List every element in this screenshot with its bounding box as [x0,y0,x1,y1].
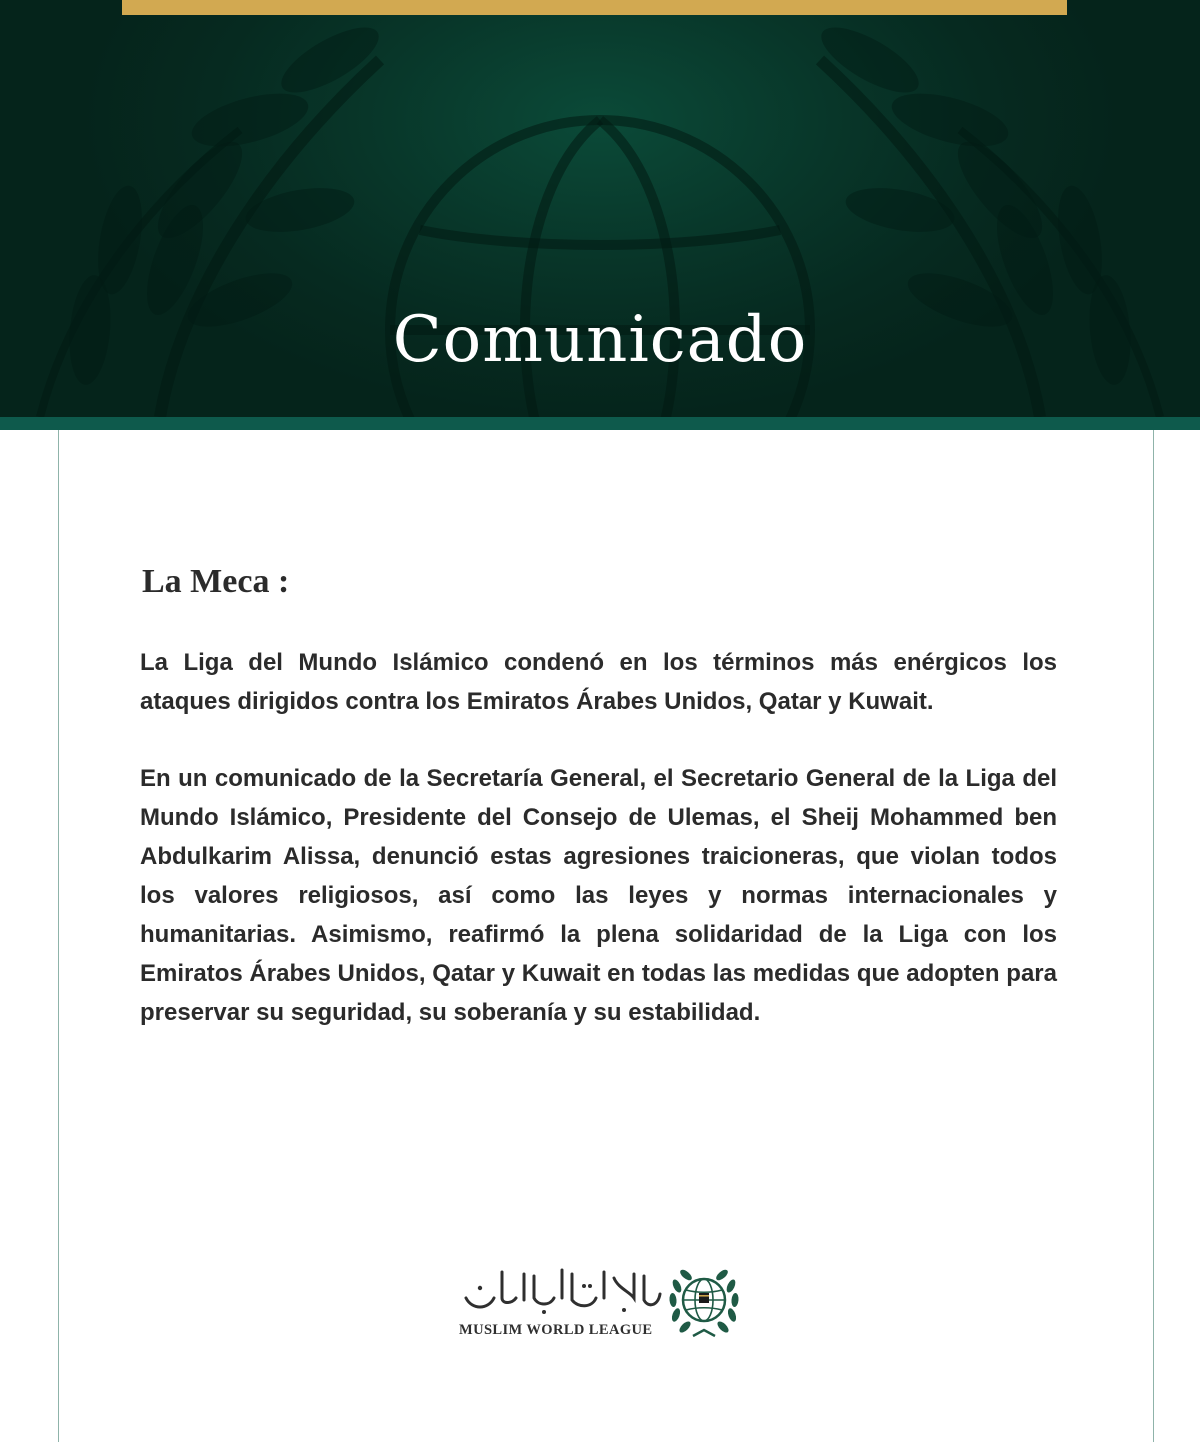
logo-english-name: MUSLIM WORLD LEAGUE [459,1322,653,1338]
frame-right-border [1153,430,1154,1442]
header-divider-stripe [0,417,1200,430]
muslim-world-league-logo [455,1262,745,1344]
frame-left-border [58,430,59,1442]
arabic-calligraphy-logotype [458,1264,663,1316]
globe-wreath-icon [667,1264,741,1342]
header-banner [0,0,1200,417]
dateline-location: La Meca : [142,563,290,600]
page-title: Comunicado [392,303,808,377]
gold-accent-bar [122,0,1067,15]
paragraph-1: La Liga del Mundo Islámico condenó en los términos más enérgicos los ataques dirigidos contra los Emiratos Árabes Unidos, Qatar y Kuwait. [140,649,1057,715]
paragraph-2: En un comunicado de la Secretaría General, el Secretario General de la Liga del Mundo Islámico, Presidente del Consejo de Ulemas, el Sheij Mohammed ben Abdulkarim Alissa, denunció estas agresiones traicioneras, que violan todos los valores religiosos, así como las leyes y normas internacionales y humanitarias. Asimismo, reafirmó la plena solidaridad de la Liga con los Emiratos Árabes Unidos, Qatar y Kuwait en todas las medidas que adopten para preservar su seguridad, su soberanía y su estabilidad. [140,765,1057,1026]
